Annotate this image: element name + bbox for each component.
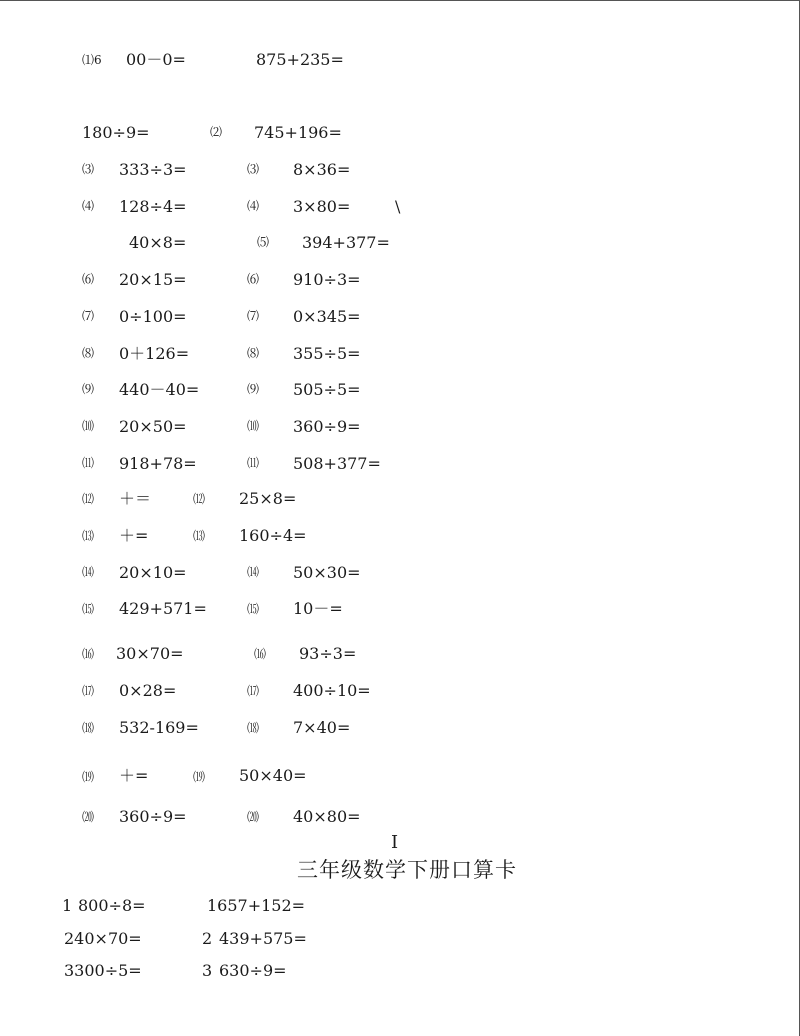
problem-expression: 439+575=	[219, 929, 307, 948]
problem-expression: 1657+152=	[207, 896, 306, 915]
problem-number: ⑻	[82, 346, 95, 360]
problem-number: 3	[202, 961, 213, 980]
problem-expression: 128÷4=	[119, 197, 187, 216]
problem-expression: 630÷9=	[219, 961, 287, 980]
problem-number: ⑺	[82, 309, 95, 323]
problem-expression: 00－0=	[126, 50, 186, 69]
problem-expression: 532-169=	[119, 718, 199, 737]
problem-number: ⑾	[82, 456, 95, 470]
problem-expression: 3300÷5=	[64, 961, 142, 980]
problem-expression: 918+78=	[119, 454, 197, 473]
page-border-top	[0, 0, 799, 1]
problem-number: ⒇	[82, 810, 95, 824]
problem-number: ⑼	[82, 382, 95, 396]
problem-expression: 40×8=	[129, 233, 187, 252]
stray-mark: \	[395, 197, 401, 216]
problem-number: ⑹	[82, 272, 95, 286]
problem-number: ⑾	[247, 456, 260, 470]
problem-number: ⑽	[82, 419, 95, 433]
problem-number: ⑻	[247, 346, 260, 360]
problem-expression: 0＋126=	[119, 344, 190, 363]
problem-number: ⑸	[257, 235, 270, 249]
problem-expression: 93÷3=	[299, 644, 357, 663]
problem-expression: 0×28=	[119, 681, 177, 700]
problem-number: ⑵	[210, 125, 223, 139]
problem-expression: 50×40=	[239, 766, 307, 785]
problem-expression: 240×70=	[64, 929, 142, 948]
problem-number: ⑺	[247, 309, 260, 323]
problem-number: ⒄	[247, 684, 260, 698]
problem-expression: 10－=	[293, 599, 343, 618]
problem-number: ⒇	[247, 810, 260, 824]
problem-expression: 8×36=	[293, 160, 351, 179]
problem-number: ⑶	[247, 162, 260, 176]
problem-expression: 0÷100=	[119, 307, 187, 326]
problem-number: 2	[202, 929, 213, 948]
problem-expression: 7×40=	[293, 718, 351, 737]
problem-number: ⑽	[247, 419, 260, 433]
problem-expression: 30×70=	[116, 644, 184, 663]
problem-expression: 355÷5=	[293, 344, 361, 363]
problem-expression: 40×80=	[293, 807, 361, 826]
problem-number: ⒁	[247, 565, 260, 579]
problem-expression: 3×80=	[293, 197, 351, 216]
problem-expression: 745+196=	[254, 123, 342, 142]
problem-number: ⑷	[247, 199, 260, 213]
problem-expression: 20×10=	[119, 563, 187, 582]
problem-number: ⑹	[247, 272, 260, 286]
problem-number: ⑼	[247, 382, 260, 396]
problem-expression: 429+571=	[119, 599, 207, 618]
problem-expression: 400÷10=	[293, 681, 371, 700]
problem-number: ⒆	[193, 770, 206, 784]
problem-expression: 25×8=	[239, 489, 297, 508]
problem-expression: ＋=	[119, 526, 149, 545]
problem-number: ⒅	[82, 721, 95, 735]
problem-number: ⑿	[82, 492, 95, 506]
page-number: I	[391, 832, 400, 853]
problem-number: ⒁	[82, 565, 95, 579]
problem-number: ⒀	[193, 529, 206, 543]
problem-expression: 800÷8=	[78, 896, 146, 915]
problem-number: ⑷	[82, 199, 95, 213]
problem-expression: 20×15=	[119, 270, 187, 289]
problem-expression: 360÷9=	[293, 417, 361, 436]
problem-expression: 910÷3=	[293, 270, 361, 289]
problem-number: ⒅	[247, 721, 260, 735]
problem-expression: ＋＝	[119, 489, 152, 508]
problem-expression: 440－40=	[119, 380, 200, 399]
problem-expression: 394+377=	[302, 233, 390, 252]
problem-number: ⒂	[82, 602, 95, 616]
problem-expression: 360÷9=	[119, 807, 187, 826]
problem-expression: 333÷3=	[119, 160, 187, 179]
problem-expression: 508+377=	[293, 454, 381, 473]
problem-number: ⒀	[82, 529, 95, 543]
problem-expression: 50×30=	[293, 563, 361, 582]
problem-number: ⒄	[82, 684, 95, 698]
problem-number: ⑶	[82, 162, 95, 176]
problem-expression: 160÷4=	[239, 526, 307, 545]
problem-number: 1	[62, 896, 73, 915]
section-title: 三年级数学下册口算卡	[297, 858, 517, 882]
problem-number: ⑴6	[82, 53, 102, 67]
problem-expression: 875+235=	[256, 50, 344, 69]
problem-expression: 180÷9=	[82, 123, 150, 142]
problem-number: ⒃	[82, 647, 95, 661]
problem-expression: 505÷5=	[293, 380, 361, 399]
problem-number: ⒃	[254, 647, 267, 661]
problem-expression: ＋=	[119, 766, 149, 785]
problem-number: ⒂	[247, 602, 260, 616]
problem-expression: 0×345=	[293, 307, 361, 326]
problem-number: ⑿	[193, 492, 206, 506]
problem-expression: 20×50=	[119, 417, 187, 436]
problem-number: ⒆	[82, 770, 95, 784]
